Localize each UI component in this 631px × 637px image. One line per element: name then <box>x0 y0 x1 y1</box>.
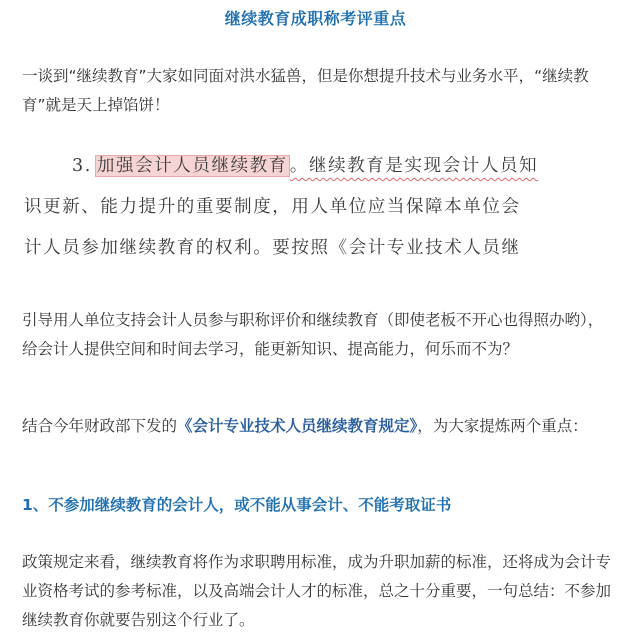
regulation-title: 《会计专业技术人员继续教育规定》 <box>177 417 418 435</box>
quote-line-1 <box>24 146 609 187</box>
combine-prefix: 结合今年财政部下发的 <box>22 417 178 435</box>
quote-line-2: 识更新、能力提升的重要制度，用人单位应当保障本单位会 <box>24 197 521 217</box>
combine-paragraph <box>22 412 612 441</box>
quote-highlight: 加强会计人员继续教育 <box>96 156 288 176</box>
quote-line-3: 计人员参加继续教育的权利。要按照《会计专业技术人员继 <box>24 238 521 258</box>
article-title: 继续教育成职称考评重点 <box>224 9 407 28</box>
combine-suffix: ，为大家提炼两个重点： <box>417 417 588 435</box>
policy-paragraph: 政策规定来看，继续教育将作为求职聘用标准，成为升职加薪的标准，还将成为会计专业资格考试的参考标准，以及高端会计人才的标准，总之十分重要，一句总结：不参加继续教育你就要告别这个行业了。 <box>22 553 612 629</box>
quoted-excerpt-image <box>24 146 609 269</box>
intro-paragraph: 一谈到“继续教育”大家如同面对洪水猛兽，但是你想提升技术与业务水平，“继续教育”就是天上掉馅饼！ <box>22 67 589 114</box>
section-heading-1: 1、不参加继续教育的会计人，或不能从事会计、不能考取证书 <box>22 496 452 514</box>
guide-paragraph: 引导用人单位支持会计人员参与职称评价和继续教育（即使老板不开心也得照办哟），给会计人提供空间和时间去学习，能更新知识、提高能力，何乐而不为？ <box>22 311 604 358</box>
quote-number: 3. <box>72 156 92 176</box>
quote-line-1-rest: 。继续教育是实现会计人员知 <box>289 156 539 176</box>
